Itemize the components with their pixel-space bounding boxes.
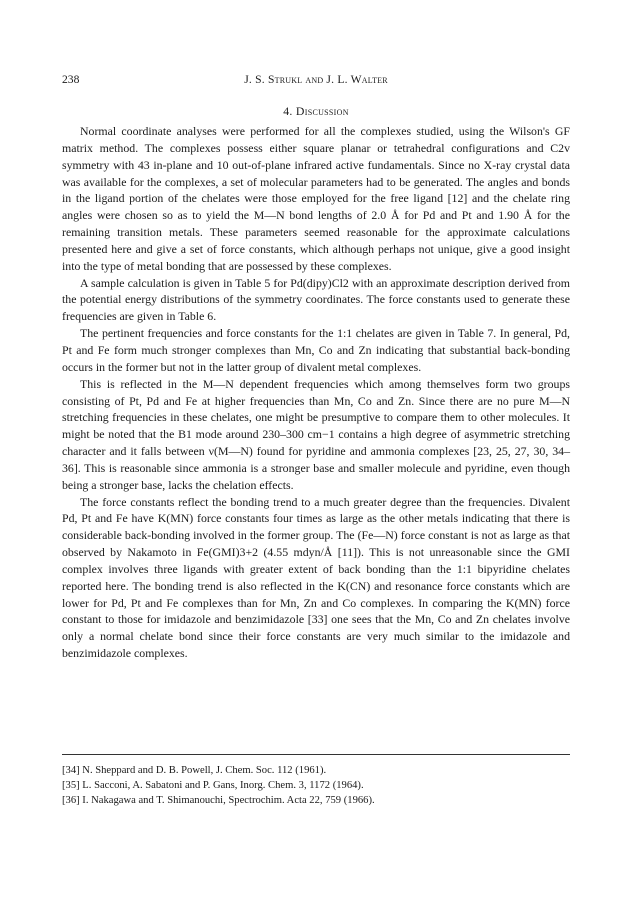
paragraph: The force constants reflect the bonding trend to a much greater degree than the frequencies. Divalent Pd, Pt and Fe have K(MN) force constants four times as large as the other metals indicating that there is considerable back-bonding involved in the former group. The (Fe—N) force constant is not as large as that observed by Nakamoto in Fe(GMI)3+2 (4.55 mdyn/Å [11]). This is not unreasonable since the GMI complex involves three ligands with greater extent of back bonding than the 1:1 bipyridine chelates reported here. The bonding trend is also reflected in the K(CN) and resonance force constants which are lower for Pd, Pt and Fe complexes than for Mn, Zn and Co complexes. In comparing the K(MN) force constant to those for imidazole and benzimidazole [33] one sees that the Mn, Co and Zn chelates involve only a normal chelate bond since their force constants are very much similar to the imidazole and benzimidazole complexes.	[62, 494, 570, 661]
reference-item: [35] L. Sacconi, A. Sabatoni and P. Gans, Inorg. Chem. 3, 1172 (1964).	[62, 780, 364, 792]
reference-item: [34] N. Sheppard and D. B. Powell, J. Chem. Soc. 112 (1961).	[62, 765, 327, 776]
page-number: 238	[62, 73, 80, 86]
reference-item: [36] I. Nakagawa and T. Shimanouchi, Spectrochim. Acta 22, 759 (1966).	[62, 795, 375, 807]
paragraph: The pertinent frequencies and force constants for the 1:1 chelates are given in Table 7. In general, Pd, Pt and Fe form much stronger complexes than Mn, Co and Zn indicating that substantial back-bonding occurs in the former but not in the latter group of divalent metal complexes.	[62, 326, 570, 374]
section-title: 4. Discussion	[283, 104, 349, 118]
page-header	[62, 73, 570, 89]
paragraph: A sample calculation is given in Table 5 for Pd(dipy)Cl2 with an approximate description derived from the potential energy distributions of the symmetry coordinates. The force constants used to generate these frequencies are given in Table 6.	[62, 275, 570, 324]
paragraph: Normal coordinate analyses were performed for all the complexes studied, using the Wilson's GF matrix method. The complexes possess either square planar or tetrahedral configurations and C2v symmetry with 43 in-plane and 10 out-of-plane infrared active fundamentals. Since no X-ray crystal data was available for the complexes, a set of molecular parameters had to be generated. The angles and bonds in the ligand portion of the chelates were those employed for the free ligand [12] and the chelate ring angles were chosen so as to yield the M—N bond lengths of 2.0 Å for Pd and Pt and 1.90 Å for the remaining transition metals. These parameters seemed reasonable for the approximate calculations presented here and give a set of force constants, which although perhaps not unique, give a good insight into the type of metal bonding that are possessed by these complexes.	[62, 124, 570, 273]
paragraph: This is reflected in the M—N dependent frequencies which among themselves form two groups consisting of Pt, Pd and Fe at higher frequencies than Mn, Co and Zn. Since there are no pure M—N stretching frequencies in these chelates, one might be presumptive to compare them to other molecules. It might be noted that the B1 mode around 230–300 cm−1 contains a high degree of asymmetric stretching character and it falls between ν(M—N) found for pyridine and ammonia complexes [23, 25, 27, 30, 34–36]. This is reasonable since ammonia is a stronger base and smaller molecule and pyridine, even though being a stronger base, lacks the chelation effects.	[62, 376, 570, 492]
running-head: J. S. Strukl and J. L. Walter	[244, 73, 388, 86]
references	[62, 754, 570, 809]
body-text	[62, 123, 570, 662]
